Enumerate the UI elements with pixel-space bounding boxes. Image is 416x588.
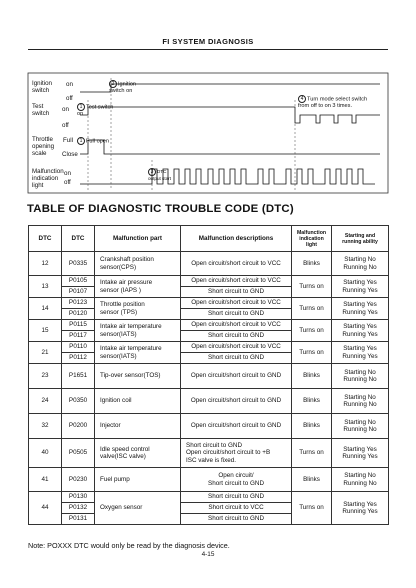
- mil-state-off: off: [64, 179, 71, 186]
- col-header-part: Malfunction part: [95, 226, 181, 252]
- ignition-state-off: off: [66, 95, 73, 102]
- col-header-dtc-code: DTC: [62, 226, 95, 252]
- malfunction-part: Tip-over sensor(TOS): [95, 364, 181, 389]
- annotation-text: Full open: [86, 138, 110, 145]
- dtc-code: P1651: [62, 364, 95, 389]
- table-title: TABLE OF DIAGNOSTIC TROUBLE CODE (DTC): [27, 203, 294, 215]
- malfunction-description: Short circuit to GND: [181, 492, 292, 503]
- running-ability: Starting No Running No: [332, 468, 389, 492]
- dtc-code: P0350: [62, 389, 95, 414]
- table-row: [29, 364, 389, 389]
- dtc-table: [28, 225, 389, 525]
- malfunction-description: Open circuit/short circuit to GND: [181, 389, 292, 414]
- table-row: [29, 342, 389, 353]
- malfunction-part: Ignition coil: [95, 389, 181, 414]
- dtc-code: P0505: [62, 439, 95, 468]
- malfunction-description: Open circuit/short circuit to GND: [181, 364, 292, 389]
- col-header-description: Malfunction descriptions: [181, 226, 292, 252]
- indication-light: Blinks: [292, 414, 332, 439]
- annotation-text: Ignition switch on: [109, 81, 137, 94]
- dtc-code: P0131: [62, 514, 95, 525]
- malfunction-part: Fuel pump: [95, 468, 181, 492]
- malfunction-part: Idle speed control valve(ISC valve): [95, 439, 181, 468]
- malfunction-description: Short circuit to GND: [181, 309, 292, 320]
- table-row: [29, 414, 389, 439]
- indication-light: Turns on: [292, 342, 332, 364]
- running-ability: Starting Yes Running Yes: [332, 342, 389, 364]
- malfunction-part: Throttle position sensor (TPS): [95, 298, 181, 320]
- malfunction-description: Open circuit/short circuit to VCC: [181, 276, 292, 287]
- table-row: [29, 252, 389, 276]
- dtc-number: 23: [29, 364, 62, 389]
- dtc-number: 21: [29, 342, 62, 364]
- running-ability: Starting No Running No: [332, 414, 389, 439]
- annotation-dtc-start: [148, 168, 171, 181]
- step-number-icon: 2: [109, 80, 117, 88]
- annotation-text: Test switch on: [77, 104, 114, 117]
- indication-light: Blinks: [292, 364, 332, 389]
- dtc-number: 44: [29, 492, 62, 525]
- dtc-code: P0123: [62, 298, 95, 309]
- dtc-number: 13: [29, 276, 62, 298]
- dtc-number: 32: [29, 414, 62, 439]
- table-row: [29, 439, 389, 468]
- timing-label-ignition: Ignition switch: [32, 80, 52, 94]
- dtc-code: P0200: [62, 414, 95, 439]
- table-row: [29, 298, 389, 309]
- malfunction-part: Intake air temperature sensor(IATS): [95, 342, 181, 364]
- step-number-icon: 1: [77, 103, 85, 111]
- dtc-code: P0335: [62, 252, 95, 276]
- running-ability: Starting No Running No: [332, 364, 389, 389]
- malfunction-description: Short circuit to GND Open circuit/short circuit to +B ISC valve is fixed.: [181, 439, 292, 468]
- malfunction-description: Open circuit/short circuit to VCC: [181, 252, 292, 276]
- timing-label-test: Test switch: [32, 103, 50, 117]
- indication-light: Blinks: [292, 389, 332, 414]
- dtc-code: P0230: [62, 468, 95, 492]
- page-number: 4-15: [201, 551, 215, 558]
- malfunction-description: Open circuit/short circuit to VCC: [181, 320, 292, 331]
- running-ability: Starting Yes Running Yes: [332, 276, 389, 298]
- dtc-code: P0130: [62, 492, 95, 503]
- table-row: [29, 320, 389, 331]
- table-row: [29, 492, 389, 503]
- dtc-number: 40: [29, 439, 62, 468]
- malfunction-description: Short circuit to GND: [181, 287, 292, 298]
- dtc-number: 24: [29, 389, 62, 414]
- dtc-code: P0117: [62, 331, 95, 342]
- page-header: FI SYSTEM DIAGNOSIS: [162, 37, 254, 46]
- table-row: [29, 276, 389, 287]
- mil-state-on: on: [64, 170, 71, 177]
- malfunction-part: Oxygen sensor: [95, 492, 181, 525]
- step-number-icon: 1: [77, 137, 85, 145]
- running-ability: Starting Yes Running Yes: [332, 492, 389, 525]
- malfunction-description: Open circuit/short circuit to GND: [181, 414, 292, 439]
- dtc-code: P0132: [62, 503, 95, 514]
- dtc-number: 12: [29, 252, 62, 276]
- running-ability: Starting Yes Running Yes: [332, 439, 389, 468]
- malfunction-description: Open circuit/short circuit to VCC: [181, 342, 292, 353]
- annotation-mode-switch: [298, 95, 367, 110]
- running-ability: Starting Yes Running Yes: [332, 320, 389, 342]
- col-header-ability: Starting and running ability: [332, 226, 389, 252]
- indication-light: Turns on: [292, 492, 332, 525]
- malfunction-description: Short circuit to GND: [181, 353, 292, 364]
- annotation-test-on: [77, 103, 113, 118]
- malfunction-part: Intake air temperature sensor(IATS): [95, 320, 181, 342]
- indication-light: Turns on: [292, 298, 332, 320]
- indication-light: Turns on: [292, 276, 332, 298]
- dtc-code: P0120: [62, 309, 95, 320]
- dtc-number: 41: [29, 468, 62, 492]
- running-ability: Starting Yes Running Yes: [332, 298, 389, 320]
- dtc-number: 14: [29, 298, 62, 320]
- timing-label-mil: Malfunction indication light: [32, 168, 64, 189]
- indication-light: Turns on: [292, 320, 332, 342]
- dtc-number: 15: [29, 320, 62, 342]
- malfunction-part: Injector: [95, 414, 181, 439]
- annotation-ignition-on: [109, 80, 136, 95]
- table-row: [29, 468, 389, 492]
- malfunction-description: Short circuit to GND: [181, 331, 292, 342]
- annotation-text: Turn mode select switch from off to on 3 times.: [298, 96, 368, 109]
- table-header-row: [29, 226, 389, 252]
- dtc-code: P0112: [62, 353, 95, 364]
- malfunction-part: Crankshaft position sensor(CPS): [95, 252, 181, 276]
- malfunction-description: Short circuit to VCC: [181, 503, 292, 514]
- running-ability: Starting No Running No: [332, 389, 389, 414]
- malfunction-description: Open circuit/short circuit to VCC: [181, 298, 292, 309]
- dtc-code: P0110: [62, 342, 95, 353]
- dtc-code: P0115: [62, 320, 95, 331]
- throttle-state-close: Close: [62, 151, 78, 158]
- indication-light: Blinks: [292, 468, 332, 492]
- col-header-light: Malfunction indication light: [292, 226, 332, 252]
- indication-light: Turns on: [292, 439, 332, 468]
- annotation-full-open: [77, 137, 109, 145]
- col-header-dtc: DTC: [29, 226, 62, 252]
- step-number-icon: 3: [148, 168, 156, 176]
- step-number-icon: 4: [298, 95, 306, 103]
- footnote: Note: POXXX DTC would only be read by the diagnosis device.: [28, 541, 230, 550]
- dtc-code: P0105: [62, 276, 95, 287]
- table-row: [29, 389, 389, 414]
- test-state-off: off: [62, 122, 69, 129]
- running-ability: Starting No Running No: [332, 252, 389, 276]
- malfunction-description: Short circuit to GND: [181, 514, 292, 525]
- timing-label-throttle: Throttle opening scale: [32, 136, 55, 157]
- throttle-state-full: Full: [63, 137, 73, 144]
- malfunction-description: Open circuit/ Short circuit to GND: [181, 468, 292, 492]
- malfunction-part: Intake air pressure sensor (IAPS ): [95, 276, 181, 298]
- ignition-state-on: on: [66, 81, 73, 88]
- dtc-code: P0107: [62, 287, 95, 298]
- annotation-text: DTC output start: [148, 169, 171, 181]
- indication-light: Blinks: [292, 252, 332, 276]
- test-state-on: on: [62, 106, 69, 113]
